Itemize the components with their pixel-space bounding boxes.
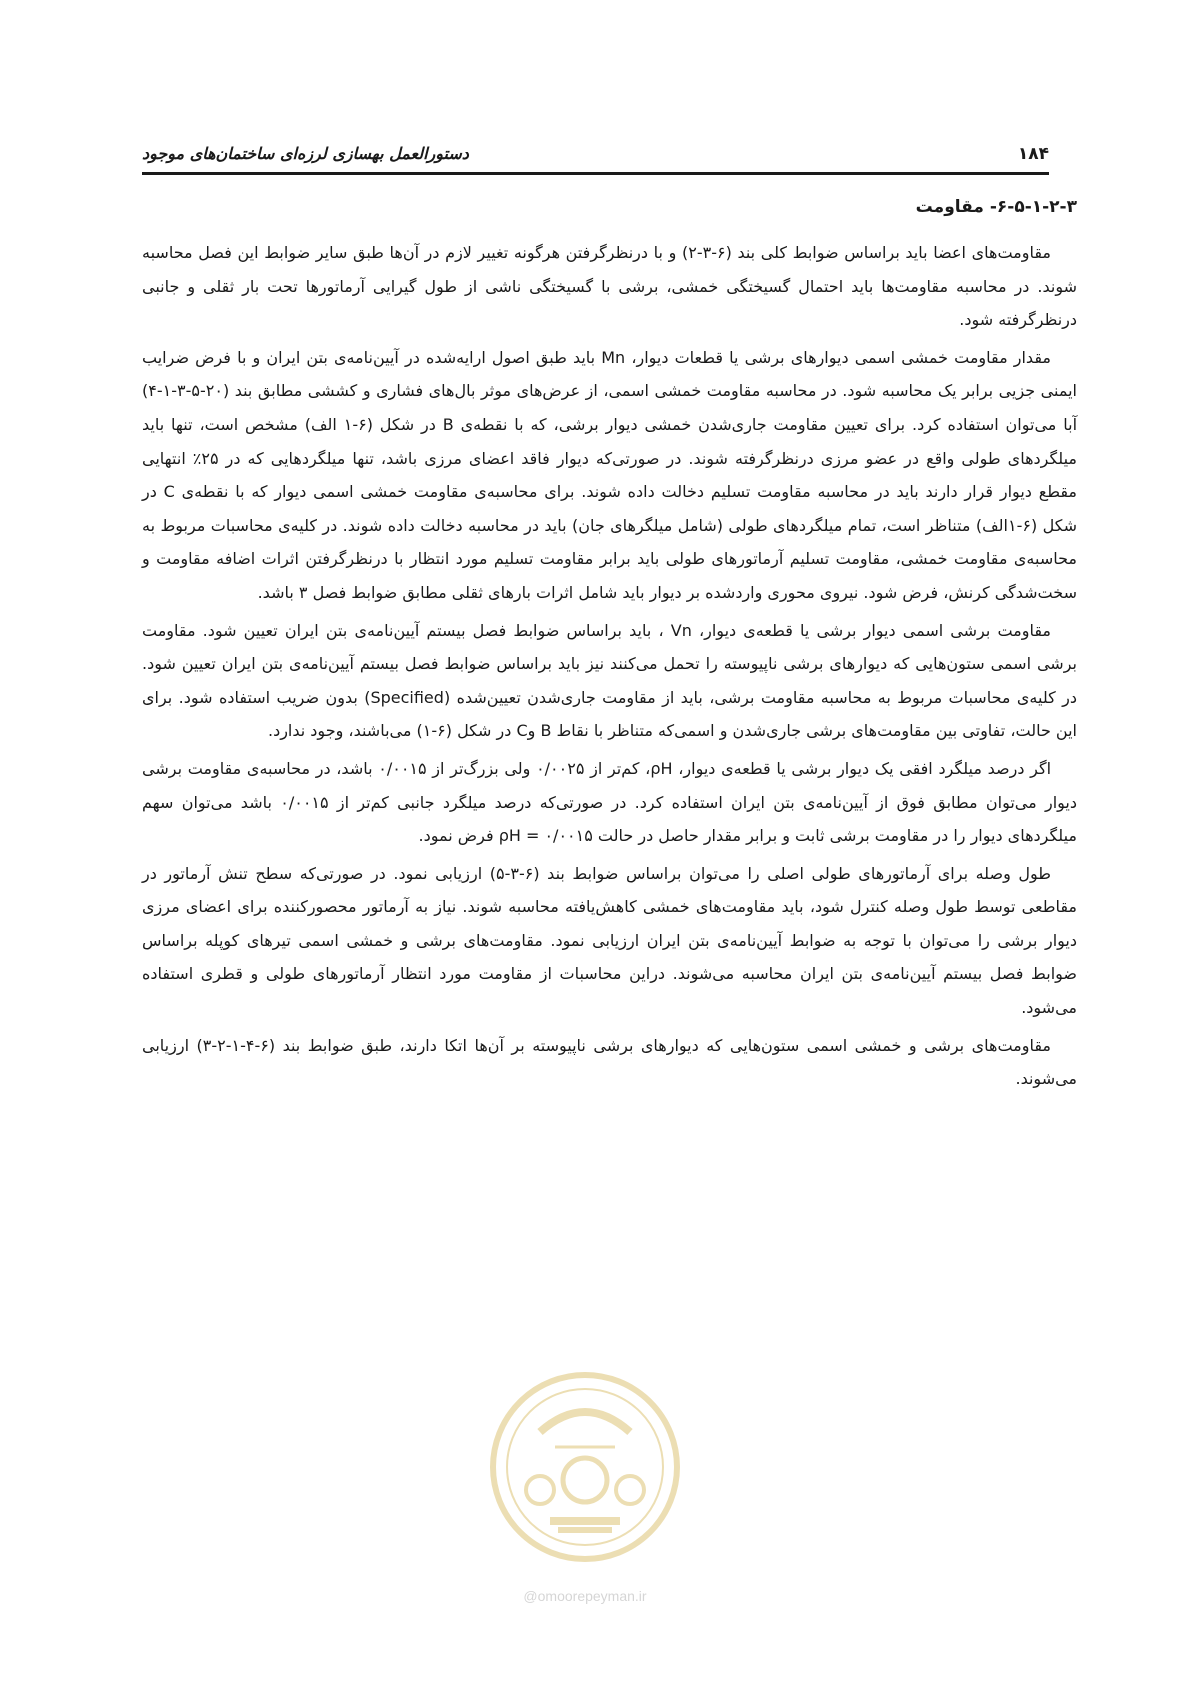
paragraph-2: مقدار مقاومت خمشی اسمی دیوارهای برشی یا قطعات دیوار، Mn باید طبق اصول ارایه‌شده در آیین‌نامه‌ی بتن ایران و با فرض ضرایب ایمنی جزیی برابر یک محاسبه شود. در محاسبه مقاومت خمشی اسمی، از عرض‌های موثر بال‌های فشاری و کششی مطابق بند (۲۰-۵-۳-۱-۴) آبا می‌توان استفاده کرد. برای تعیین مقاومت جاری‌شدن خمشی دیوار برشی، که با نقطه‌ی B در شکل (۶-۱ الف) مشخص است، تنها باید میلگردهای طولی واقع در عضو مرزی درنظرگرفته شوند. در صورتی‌که دیوار فاقد اعضای مرزی باشد، تنها میلگردهایی که در ۲۵٪ انتهایی مقطع دیوار قرار دارند باید در محاسبه مقاومت تسلیم دخالت داده شوند. برای محاسبه‌ی مقاومت خمشی اسمی دیوار که با نقطه‌ی C در شکل (۶-۱الف) متناظر است، تمام میلگردهای طولی (شامل میلگرهای جان) باید در محاسبه دخالت داده شوند. در کلیه‌ی محاسبات مربوط به محاسبه‌ی مقاومت خمشی، مقاومت تسلیم آرماتورهای طولی باید برابر مقاومت تسلیم مورد انتظار با درنظرگرفتن اثرات اضافه مقاومت و سخت‌شدگی کرنش، فرض شود. نیروی محوری واردشده بر دیوار باید شامل اثرات بارهای ثقلی مطابق ضوابط فصل ۳ باشد.: [142, 347, 1078, 602]
watermark-site: @omoorepeyman.ir: [523, 1588, 647, 1604]
main-content: [142, 190, 1077, 1100]
section-heading: ۶-۵-۱-۲-۳- مقاومت: [915, 197, 1077, 217]
seal-icon: [480, 1352, 690, 1582]
header-divider: [142, 172, 1049, 175]
page-number: ۱۸۴: [1017, 144, 1049, 164]
paragraph-1: مقاومت‌های اعضا باید براساس ضوابط کلی بند (۶-۳-۲) و با درنظرگرفتن هرگونه تغییر لازم در آن‌ها طبق سایر ضوابط این فصل محاسبه شوند. در محاسبه مقاومت‌ها باید احتمال گسیختگی خمشی، برشی با گسیختگی ناشی از طول گیرایی آرماتورها تحت بار ثقلی و جانبی درنظرگرفته شود.: [142, 243, 1077, 330]
paragraph-5: طول وصله برای آرماتورهای طولی اصلی را می‌توان براساس ضوابط بند (۶-۳-۵) ارزیابی نمود. در صورتی‌که سطح تنش آرماتور در مقاطعی توسط طول وصله کنترل شود، باید مقاومت‌های خمشی کاهش‌یافته محاسبه شوند. نیاز به آرماتور محصورکننده برای اعضای مرزی دیوار برشی را می‌توان با توجه به ضوابط آیین‌نامه‌ی بتن ایران ارزیابی نمود. مقاومت‌های برشی و خمشی اسمی تیرهای کوپله براساس ضوابط فصل بیستم آیین‌نامه‌ی بتن ایران محاسبه می‌شوند. دراین محاسبات از مقاومت مورد انتظار آرماتورهای طولی و قطری استفاده می‌شود.: [142, 863, 1077, 1018]
paragraph-4: اگر درصد میلگرد افقی یک دیوار برشی یا قطعه‌ی دیوار، ρH، کم‌تر از ۰/۰۰۲۵ ولی بزرگ‌تر از ۰/۰۰۱۵ باشد، در محاسبه‌ی مقاومت برشی دیوار می‌توان مطابق فوق از آیین‌نامه‌ی بتن ایران استفاده کرد. در صورتی‌که درصد میلگرد جانبی کم‌تر از ۰/۰۰۱۵ باشد می‌توان سهم میلگردهای دیوار را در مقاومت برشی ثابت و برابر مقدار حاصل در حالت ρH = ۰/۰۰۱۵ فرض نمود.: [142, 758, 1078, 846]
paragraph-6: مقاومت‌های برشی و خمشی اسمی ستون‌هایی که دیوارهای برشی ناپیوسته بر آن‌ها اتکا دارند، طبق ضوابط بند (۶-۴-۱-۲-۳) ارزیابی می‌شوند.: [142, 1035, 1077, 1089]
running-title: دستورالعمل بهسازی لرزه‌ای ساختمان‌های موجود: [142, 144, 469, 163]
paragraph-3: مقاومت برشی اسمی دیوار برشی یا قطعه‌ی دیوار، Vn ، باید براساس ضوابط فصل بیستم آیین‌نامه‌ی بتن ایران تعیین شود. مقاومت برشی اسمی ستون‌هایی که دیوارهای برشی ناپیوسته را تحمل می‌کنند نیز باید براساس ضوابط فصل بیستم آیین‌نامه‌ی بتن ایران تعیین شود. در کلیه‌ی محاسبات مربوط به محاسبه مقاومت برشی، باید از مقاومت جاری‌شدن تعیین‌شده (Specified) بدون ضریب استفاده شود. برای این حالت، تفاوتی بین مقاومت‌های برشی جاری‌شدن و اسمی‌که متناظر با نقاط B وC در شکل (۶-۱) می‌باشند، وجود ندارد.: [142, 620, 1077, 741]
watermark-logo: [480, 1352, 690, 1612]
